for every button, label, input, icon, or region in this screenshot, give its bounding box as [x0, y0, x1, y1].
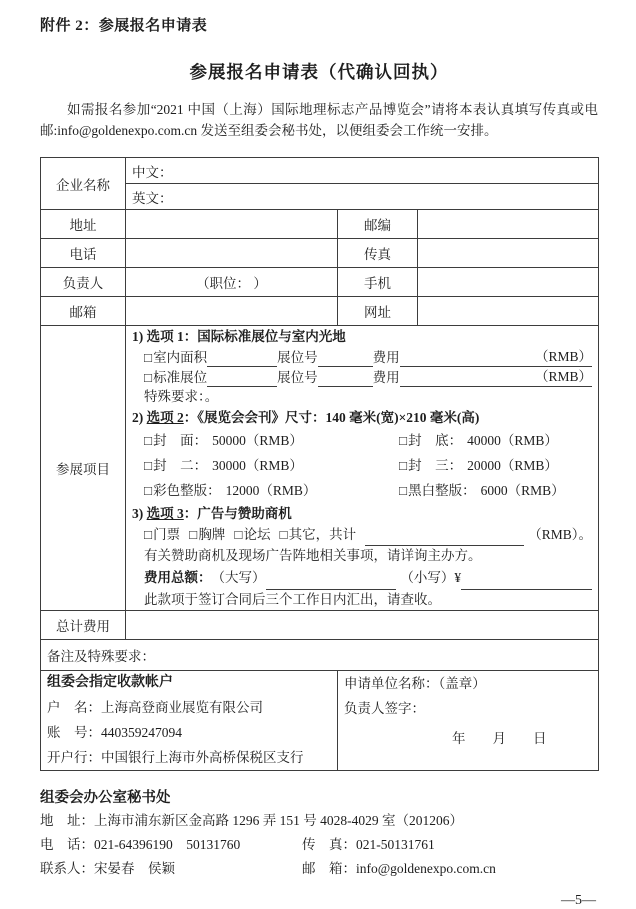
option3-prefix: 3): [132, 506, 147, 521]
secretariat-heading: 组委会办公室秘书处: [40, 790, 171, 806]
booth-number-label: 展位号: [277, 350, 318, 365]
company-name-en-field[interactable]: 英文：: [126, 184, 599, 210]
website-label: 网址: [338, 297, 418, 326]
checkbox-icon[interactable]: □: [144, 370, 153, 385]
small-label: （小写）¥: [400, 570, 462, 585]
zip-field[interactable]: [418, 210, 599, 239]
checkbox-icon[interactable]: □: [144, 433, 153, 448]
contact-person-row: [41, 268, 599, 297]
remarks-row: [41, 640, 599, 671]
mobile-label: 手机: [338, 268, 418, 297]
option2-prefix: 2): [132, 410, 147, 425]
price-item: [399, 478, 565, 503]
booth-number-blank[interactable]: [318, 366, 373, 367]
applicant-name-label: 申请单位名称：（盖章）: [344, 676, 486, 691]
total-amount-line: [132, 566, 592, 590]
email-row: [41, 297, 599, 326]
contact-person-label: 负责人: [41, 268, 126, 297]
address-label: 地址: [41, 210, 126, 239]
price-label: 彩色整版：: [153, 483, 221, 498]
attachment-heading: 附件 2：参展报名申请表: [40, 18, 208, 34]
option1-line-standard: [132, 367, 592, 387]
price-label: 封 二：: [153, 458, 208, 473]
total-amount-label: 费用总额：: [144, 570, 212, 585]
exhibition-items-label: 参展项目: [41, 326, 126, 611]
price-item: [399, 453, 558, 478]
price-value: 6000（RMB）: [480, 483, 565, 498]
checkbox-icon[interactable]: □: [279, 527, 288, 542]
price-item: [144, 428, 399, 453]
signature-label: 负责人签字：: [344, 701, 425, 716]
ad-other-label: 其它，共计: [288, 527, 357, 542]
price-value: 50000（RMB）: [212, 433, 303, 448]
checkbox-icon[interactable]: □: [144, 483, 153, 498]
phone-text: 电 话：021-64396190 50131760: [40, 837, 241, 852]
exhibition-items-content: [126, 326, 599, 611]
indoor-area-blank[interactable]: [207, 366, 277, 367]
bank-account-section: [41, 671, 338, 771]
ad-option: [234, 524, 270, 546]
total-fee-label: 总计费用: [41, 611, 126, 640]
checkbox-icon[interactable]: □: [399, 483, 408, 498]
fee-label: 费用: [372, 350, 400, 365]
phone-field[interactable]: [126, 239, 338, 268]
company-name-row-cn: [41, 158, 599, 184]
mobile-field[interactable]: [418, 268, 599, 297]
checkbox-icon[interactable]: □: [234, 527, 243, 542]
ad-option: [189, 524, 225, 546]
secretariat-contact-email: [40, 857, 598, 881]
price-value: 30000（RMB）: [212, 458, 303, 473]
option2-suffix: ：《展览会会刊》尺寸：140 毫米(宽)×210 毫米(高): [183, 410, 480, 425]
date-placeholder: 年 月 日: [452, 731, 547, 746]
fax-text: 传 真：021-50131761: [302, 837, 435, 852]
option1-heading: 1) 选项 1：国际标准展位与室内光地: [132, 329, 346, 344]
fee-blank[interactable]: [400, 386, 535, 387]
checkbox-icon[interactable]: □: [144, 458, 153, 473]
price-item: [144, 453, 399, 478]
price-label: 黑白整版：: [408, 483, 476, 498]
price-value: 20000（RMB）: [467, 458, 558, 473]
bank-section-heading: 组委会指定收款帐户: [47, 675, 173, 690]
exhibition-items-row: [41, 326, 599, 611]
remarks-field[interactable]: 备注及特殊要求：: [41, 640, 599, 671]
price-label: 封 面：: [153, 433, 208, 448]
address-text: 地 址：上海市浦东新区金高路 1296 弄 151 号 4028-4029 室（201206）: [40, 813, 463, 828]
checkbox-icon[interactable]: □: [144, 527, 153, 542]
currency-label: （RMB）: [535, 347, 592, 367]
booth-number-label: 展位号: [277, 370, 318, 385]
bank-applicant-row: [41, 671, 599, 771]
price-label: 封 三：: [408, 458, 463, 473]
phone-row: [41, 239, 599, 268]
journal-price-row: [132, 428, 592, 453]
option3-suffix: ：广告与赞助商机: [183, 506, 292, 521]
option3-underlined: 选项 3: [146, 506, 184, 521]
currency-label: （RMB）: [535, 367, 592, 387]
ad-option-other: [279, 524, 356, 546]
ad-option: [144, 524, 180, 546]
intro-paragraph: 如需报名参加“2021 中国（上海）国际地理标志产品博览会”请将本表认真填写传真或电邮:info@goldenexpo.com.cn 发送至组委会秘书处，以便组委会工作统一安排。: [40, 102, 598, 138]
address-row: [41, 210, 599, 239]
bank-account-number: 账 号：440359247094: [47, 725, 182, 740]
price-value: 12000（RMB）: [225, 483, 317, 498]
booth-number-blank[interactable]: [318, 386, 373, 387]
email-text: 邮 箱：info@goldenexpo.com.cn: [302, 861, 496, 876]
special-requirements-note: 特殊要求：。: [144, 389, 219, 404]
ad-option-label: 门票: [153, 527, 181, 542]
option2-underlined: 选项 2: [146, 410, 184, 425]
email-field[interactable]: [126, 297, 338, 326]
price-item: [144, 478, 399, 503]
checkbox-icon[interactable]: □: [399, 458, 408, 473]
zip-label: 邮编: [338, 210, 418, 239]
standard-booth-label: 标准展位: [153, 370, 208, 385]
bank-account-name: 户 名：上海高登商业展览有限公司: [47, 700, 263, 715]
footer-secretariat: [40, 787, 598, 881]
secretariat-address: [40, 809, 598, 833]
phone-label: 电话: [41, 239, 126, 268]
price-label: 封 底：: [408, 433, 463, 448]
applicant-section: [338, 671, 599, 771]
bank-branch: 开户行：中国银行上海市外高桥保税区支行: [47, 750, 304, 765]
price-value: 40000（RMB）: [467, 433, 558, 448]
address-field[interactable]: [126, 210, 338, 239]
journal-price-row: [132, 453, 592, 478]
page-title: 参展报名申请表（代确认回执）: [189, 62, 449, 82]
caps-label: （大写）: [211, 570, 266, 585]
fee-label: 费用: [372, 370, 400, 385]
position-field[interactable]: （职位： ）: [126, 268, 338, 297]
website-field[interactable]: [418, 297, 599, 326]
sponsor-note: 有关赞助商机及现场广告阵地相关事项，请详询主办方。: [144, 548, 482, 563]
small-amount-blank[interactable]: [461, 589, 592, 590]
payment-note: 此款项于签订合同后三个工作日内汇出，请查收。: [144, 592, 441, 607]
secretariat-phone-fax: [40, 833, 598, 857]
option1-line-indoor: [132, 347, 592, 367]
ad-currency-label: （RMB）。: [528, 527, 593, 542]
page-number: —5—: [561, 893, 596, 908]
email-label: 邮箱: [41, 297, 126, 326]
registration-table: [40, 157, 599, 771]
total-fee-field[interactable]: [126, 611, 599, 640]
journal-price-row: [132, 478, 592, 503]
price-item: [399, 428, 558, 453]
checkbox-icon[interactable]: □: [399, 433, 408, 448]
checkbox-icon[interactable]: □: [144, 350, 153, 365]
contacts-text: 联系人：宋晏春 侯颖: [40, 861, 175, 876]
company-name-label: 企业名称: [41, 158, 126, 210]
sponsor-options-line: [132, 524, 592, 546]
option3-heading: [132, 503, 592, 524]
company-name-cn-field[interactable]: 中文：: [126, 158, 599, 184]
fax-label: 传真: [338, 239, 418, 268]
ad-option-label: 论坛: [243, 527, 271, 542]
total-fee-row: [41, 611, 599, 640]
fax-field[interactable]: [418, 239, 599, 268]
indoor-area-label: 室内面积: [153, 350, 208, 365]
option2-heading: [132, 407, 592, 428]
ad-option-label: 胸牌: [198, 527, 226, 542]
checkbox-icon[interactable]: □: [189, 527, 198, 542]
fee-blank[interactable]: [400, 366, 535, 367]
